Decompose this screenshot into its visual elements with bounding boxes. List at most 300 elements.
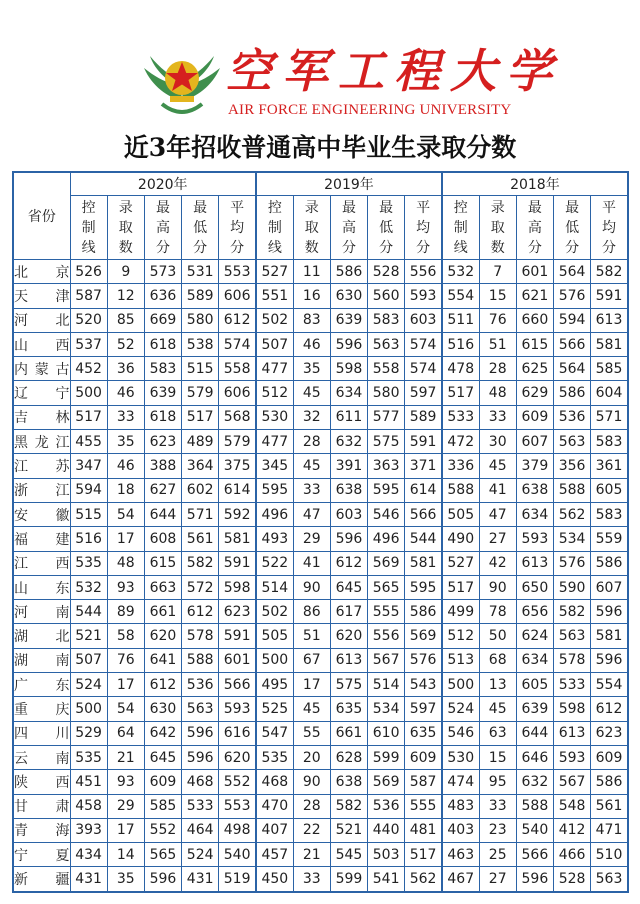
score-cell: 502: [256, 600, 293, 624]
score-cell: 533: [182, 794, 219, 818]
score-cell: 588: [182, 648, 219, 672]
score-cell: 535: [70, 745, 107, 769]
score-cell: 35: [293, 357, 330, 381]
score-cell: 535: [256, 745, 293, 769]
score-cell: 641: [144, 648, 181, 672]
score-cell: 612: [591, 697, 628, 721]
score-cell: 601: [219, 648, 256, 672]
province-cell: 江苏: [13, 454, 70, 478]
score-cell: 586: [405, 600, 442, 624]
score-cell: 90: [293, 770, 330, 794]
score-cell: 614: [405, 478, 442, 502]
admission-scores-table: [12, 171, 629, 893]
score-cell: 583: [144, 357, 181, 381]
province-cell: 山西: [13, 332, 70, 356]
score-cell: 20: [293, 745, 330, 769]
table-row: [13, 818, 628, 842]
score-cell: 14: [107, 843, 144, 867]
score-cell: 613: [553, 721, 590, 745]
score-cell: 471: [591, 818, 628, 842]
province-cell: 湖南: [13, 648, 70, 672]
score-cell: 607: [516, 430, 553, 454]
score-cell: 45: [293, 454, 330, 478]
score-cell: 563: [182, 697, 219, 721]
score-cell: 33: [479, 794, 516, 818]
score-cell: 46: [107, 381, 144, 405]
score-cell: 663: [144, 575, 181, 599]
score-cell: 620: [330, 624, 367, 648]
score-cell: 555: [405, 794, 442, 818]
table-row: [13, 721, 628, 745]
score-cell: 590: [553, 575, 590, 599]
score-cell: 612: [330, 551, 367, 575]
score-cell: 538: [182, 332, 219, 356]
score-cell: 544: [405, 527, 442, 551]
score-cell: 561: [182, 527, 219, 551]
score-cell: 535: [70, 551, 107, 575]
score-cell: 630: [144, 697, 181, 721]
score-cell: 517: [442, 381, 479, 405]
score-cell: 593: [553, 745, 590, 769]
score-cell: 660: [516, 308, 553, 332]
score-cell: 580: [182, 308, 219, 332]
province-cell: 吉林: [13, 405, 70, 429]
score-cell: 553: [219, 260, 256, 284]
score-cell: 586: [553, 381, 590, 405]
score-cell: 576: [553, 551, 590, 575]
score-cell: 483: [442, 794, 479, 818]
score-cell: 591: [219, 551, 256, 575]
score-cell: 16: [293, 284, 330, 308]
province-cell: 重庆: [13, 697, 70, 721]
province-cell: 安徽: [13, 502, 70, 526]
score-cell: 90: [479, 575, 516, 599]
score-cell: 12: [107, 284, 144, 308]
score-cell: 95: [479, 770, 516, 794]
score-cell: 90: [293, 575, 330, 599]
score-cell: 32: [293, 405, 330, 429]
admitted-count-header: 录 取 数: [293, 196, 330, 260]
score-cell: 596: [591, 600, 628, 624]
score-cell: 21: [293, 843, 330, 867]
score-cell: 612: [144, 673, 181, 697]
score-cell: 586: [591, 551, 628, 575]
score-cell: 517: [405, 843, 442, 867]
avg-score-header: 平 均 分: [591, 196, 628, 260]
score-cell: 588: [553, 478, 590, 502]
score-cell: 577: [368, 405, 405, 429]
table-row: [13, 648, 628, 672]
score-cell: 29: [107, 794, 144, 818]
score-cell: 634: [516, 648, 553, 672]
score-cell: 529: [70, 721, 107, 745]
score-cell: 593: [405, 284, 442, 308]
score-cell: 588: [442, 478, 479, 502]
score-cell: 596: [182, 721, 219, 745]
score-cell: 581: [591, 332, 628, 356]
score-cell: 407: [256, 818, 293, 842]
score-cell: 11: [293, 260, 330, 284]
score-cell: 634: [516, 502, 553, 526]
score-cell: 636: [144, 284, 181, 308]
score-cell: 52: [107, 332, 144, 356]
score-cell: 576: [553, 284, 590, 308]
score-cell: 563: [553, 624, 590, 648]
score-cell: 591: [591, 284, 628, 308]
score-cell: 594: [70, 478, 107, 502]
score-cell: 440: [368, 818, 405, 842]
score-cell: 530: [256, 405, 293, 429]
table-row: [13, 454, 628, 478]
score-cell: 644: [144, 502, 181, 526]
score-cell: 93: [107, 770, 144, 794]
score-cell: 635: [405, 721, 442, 745]
score-cell: 585: [591, 357, 628, 381]
province-cell: 天津: [13, 284, 70, 308]
score-cell: 574: [405, 332, 442, 356]
score-cell: 572: [182, 575, 219, 599]
score-cell: 587: [405, 770, 442, 794]
score-cell: 595: [368, 478, 405, 502]
score-cell: 569: [368, 551, 405, 575]
table-row: [13, 551, 628, 575]
score-cell: 33: [293, 867, 330, 892]
table-row: [13, 624, 628, 648]
score-cell: 599: [368, 745, 405, 769]
score-cell: 632: [516, 770, 553, 794]
score-cell: 502: [256, 308, 293, 332]
score-cell: 639: [516, 697, 553, 721]
score-cell: 496: [368, 527, 405, 551]
score-cell: 468: [256, 770, 293, 794]
score-cell: 564: [553, 357, 590, 381]
score-cell: 478: [442, 357, 479, 381]
score-cell: 613: [330, 648, 367, 672]
score-cell: 450: [256, 867, 293, 892]
score-cell: 363: [368, 454, 405, 478]
score-cell: 545: [330, 843, 367, 867]
score-cell: 537: [70, 332, 107, 356]
score-cell: 558: [368, 357, 405, 381]
score-cell: 623: [591, 721, 628, 745]
score-cell: 599: [330, 867, 367, 892]
score-cell: 517: [442, 575, 479, 599]
score-cell: 567: [368, 648, 405, 672]
score-cell: 569: [368, 770, 405, 794]
score-cell: 54: [107, 502, 144, 526]
score-cell: 554: [591, 673, 628, 697]
score-cell: 593: [219, 697, 256, 721]
score-cell: 615: [516, 332, 553, 356]
score-cell: 596: [591, 648, 628, 672]
table-row: [13, 357, 628, 381]
score-cell: 499: [442, 600, 479, 624]
score-cell: 15: [479, 745, 516, 769]
score-cell: 510: [591, 843, 628, 867]
score-cell: 612: [219, 308, 256, 332]
score-cell: 544: [70, 600, 107, 624]
score-cell: 54: [107, 697, 144, 721]
score-cell: 45: [479, 697, 516, 721]
score-cell: 17: [107, 673, 144, 697]
table-row: [13, 843, 628, 867]
score-cell: 464: [182, 818, 219, 842]
score-cell: 586: [591, 770, 628, 794]
score-cell: 623: [219, 600, 256, 624]
score-cell: 27: [479, 867, 516, 892]
score-cell: 597: [405, 697, 442, 721]
table-row: [13, 745, 628, 769]
score-cell: 613: [591, 308, 628, 332]
score-cell: 393: [70, 818, 107, 842]
score-cell: 645: [144, 745, 181, 769]
score-cell: 546: [442, 721, 479, 745]
score-cell: 642: [144, 721, 181, 745]
score-cell: 597: [405, 381, 442, 405]
province-cell: 宁夏: [13, 843, 70, 867]
score-cell: 500: [70, 697, 107, 721]
score-cell: 541: [368, 867, 405, 892]
score-cell: 47: [293, 502, 330, 526]
score-cell: 86: [293, 600, 330, 624]
admitted-count-header: 录 取 数: [479, 196, 516, 260]
table-row: [13, 381, 628, 405]
score-cell: 562: [405, 867, 442, 892]
score-cell: 540: [516, 818, 553, 842]
table-row: [13, 575, 628, 599]
score-cell: 563: [591, 867, 628, 892]
score-cell: 661: [144, 600, 181, 624]
score-cell: 613: [516, 551, 553, 575]
score-cell: 18: [107, 478, 144, 502]
score-cell: 620: [144, 624, 181, 648]
score-cell: 558: [219, 357, 256, 381]
province-column-header: 省份: [13, 172, 70, 260]
score-cell: 13: [479, 673, 516, 697]
score-cell: 17: [293, 673, 330, 697]
min-score-header: 最 低 分: [368, 196, 405, 260]
score-cell: 579: [219, 430, 256, 454]
score-cell: 452: [70, 357, 107, 381]
score-cell: 364: [182, 454, 219, 478]
score-cell: 565: [368, 575, 405, 599]
score-cell: 515: [182, 357, 219, 381]
score-cell: 371: [405, 454, 442, 478]
province-cell: 北京: [13, 260, 70, 284]
score-cell: 93: [107, 575, 144, 599]
score-cell: 527: [442, 551, 479, 575]
page-header: [0, 0, 640, 130]
score-cell: 571: [182, 502, 219, 526]
score-cell: 581: [405, 551, 442, 575]
score-cell: 525: [256, 697, 293, 721]
score-cell: 514: [368, 673, 405, 697]
score-cell: 638: [330, 770, 367, 794]
score-cell: 85: [107, 308, 144, 332]
score-cell: 67: [293, 648, 330, 672]
score-cell: 596: [330, 332, 367, 356]
score-cell: 565: [144, 843, 181, 867]
score-cell: 33: [293, 478, 330, 502]
score-cell: 58: [107, 624, 144, 648]
score-cell: 638: [330, 478, 367, 502]
score-cell: 388: [144, 454, 181, 478]
score-cell: 520: [70, 308, 107, 332]
score-cell: 474: [442, 770, 479, 794]
score-cell: 41: [293, 551, 330, 575]
score-cell: 27: [479, 527, 516, 551]
control-line-header: 控 制 线: [442, 196, 479, 260]
score-cell: 578: [182, 624, 219, 648]
table-row: [13, 284, 628, 308]
score-cell: 30: [479, 430, 516, 454]
score-cell: 585: [144, 794, 181, 818]
score-cell: 595: [256, 478, 293, 502]
province-cell: 新疆: [13, 867, 70, 892]
score-cell: 500: [442, 673, 479, 697]
score-cell: 356: [553, 454, 590, 478]
score-cell: 581: [591, 624, 628, 648]
score-cell: 345: [256, 454, 293, 478]
min-score-header: 最 低 分: [553, 196, 590, 260]
score-cell: 500: [256, 648, 293, 672]
score-cell: 35: [107, 867, 144, 892]
score-cell: 596: [330, 527, 367, 551]
score-cell: 534: [553, 527, 590, 551]
score-cell: 591: [219, 624, 256, 648]
province-cell: 河南: [13, 600, 70, 624]
score-cell: 505: [442, 502, 479, 526]
score-cell: 625: [516, 357, 553, 381]
score-cell: 596: [144, 867, 181, 892]
score-cell: 524: [442, 697, 479, 721]
score-cell: 554: [442, 284, 479, 308]
score-cell: 609: [516, 405, 553, 429]
year-header-2020: 2020年: [70, 172, 256, 196]
control-line-header: 控 制 线: [70, 196, 107, 260]
year-header-2019: 2019年: [256, 172, 442, 196]
score-cell: 582: [591, 260, 628, 284]
score-cell: 496: [256, 502, 293, 526]
score-cell: 391: [330, 454, 367, 478]
score-cell: 591: [405, 430, 442, 454]
score-cell: 517: [70, 405, 107, 429]
score-cell: 582: [330, 794, 367, 818]
score-cell: 634: [330, 381, 367, 405]
score-cell: 51: [293, 624, 330, 648]
max-score-header: 最 高 分: [144, 196, 181, 260]
score-cell: 609: [591, 745, 628, 769]
score-cell: 33: [107, 405, 144, 429]
score-cell: 503: [368, 843, 405, 867]
table-row: [13, 502, 628, 526]
score-cell: 635: [330, 697, 367, 721]
province-cell: 四川: [13, 721, 70, 745]
province-cell: 黑龙江: [13, 430, 70, 454]
score-cell: 533: [553, 673, 590, 697]
max-score-header: 最 高 分: [516, 196, 553, 260]
score-cell: 47: [479, 502, 516, 526]
score-cell: 581: [219, 527, 256, 551]
score-cell: 507: [256, 332, 293, 356]
table-body: [13, 260, 628, 893]
score-cell: 632: [330, 430, 367, 454]
score-cell: 527: [256, 260, 293, 284]
score-cell: 556: [368, 624, 405, 648]
min-score-header: 最 低 分: [182, 196, 219, 260]
score-cell: 606: [219, 381, 256, 405]
table-row: [13, 697, 628, 721]
score-cell: 534: [368, 697, 405, 721]
score-cell: 611: [330, 405, 367, 429]
score-cell: 516: [70, 527, 107, 551]
table-row: [13, 405, 628, 429]
sub-header-row: [13, 196, 628, 260]
score-cell: 582: [182, 551, 219, 575]
score-cell: 601: [516, 260, 553, 284]
province-cell: 云南: [13, 745, 70, 769]
score-cell: 547: [256, 721, 293, 745]
avg-score-header: 平 均 分: [405, 196, 442, 260]
score-cell: 35: [107, 430, 144, 454]
score-cell: 379: [516, 454, 553, 478]
score-cell: 602: [182, 478, 219, 502]
score-cell: 553: [219, 794, 256, 818]
score-cell: 468: [182, 770, 219, 794]
score-cell: 498: [219, 818, 256, 842]
table-row: [13, 308, 628, 332]
control-line-header: 控 制 线: [256, 196, 293, 260]
score-cell: 536: [368, 794, 405, 818]
score-cell: 431: [70, 867, 107, 892]
table-row: [13, 260, 628, 284]
score-cell: 375: [219, 454, 256, 478]
score-cell: 564: [553, 260, 590, 284]
province-cell: 内蒙古: [13, 357, 70, 381]
score-cell: 524: [70, 673, 107, 697]
score-cell: 532: [70, 575, 107, 599]
score-cell: 566: [219, 673, 256, 697]
score-cell: 42: [479, 551, 516, 575]
score-cell: 512: [442, 624, 479, 648]
score-cell: 551: [256, 284, 293, 308]
score-cell: 524: [182, 843, 219, 867]
score-cell: 608: [144, 527, 181, 551]
score-cell: 614: [219, 478, 256, 502]
score-cell: 457: [256, 843, 293, 867]
score-cell: 500: [70, 381, 107, 405]
score-cell: 596: [516, 867, 553, 892]
score-cell: 610: [368, 721, 405, 745]
province-cell: 福建: [13, 527, 70, 551]
table-row: [13, 867, 628, 892]
province-cell: 江西: [13, 551, 70, 575]
score-cell: 76: [479, 308, 516, 332]
score-cell: 656: [516, 600, 553, 624]
score-cell: 598: [219, 575, 256, 599]
score-cell: 528: [553, 867, 590, 892]
score-cell: 467: [442, 867, 479, 892]
score-cell: 78: [479, 600, 516, 624]
score-cell: 628: [330, 745, 367, 769]
score-cell: 569: [405, 624, 442, 648]
score-cell: 347: [70, 454, 107, 478]
score-cell: 533: [442, 405, 479, 429]
score-cell: 587: [70, 284, 107, 308]
score-cell: 575: [330, 673, 367, 697]
province-cell: 辽宁: [13, 381, 70, 405]
max-score-header: 最 高 分: [330, 196, 367, 260]
